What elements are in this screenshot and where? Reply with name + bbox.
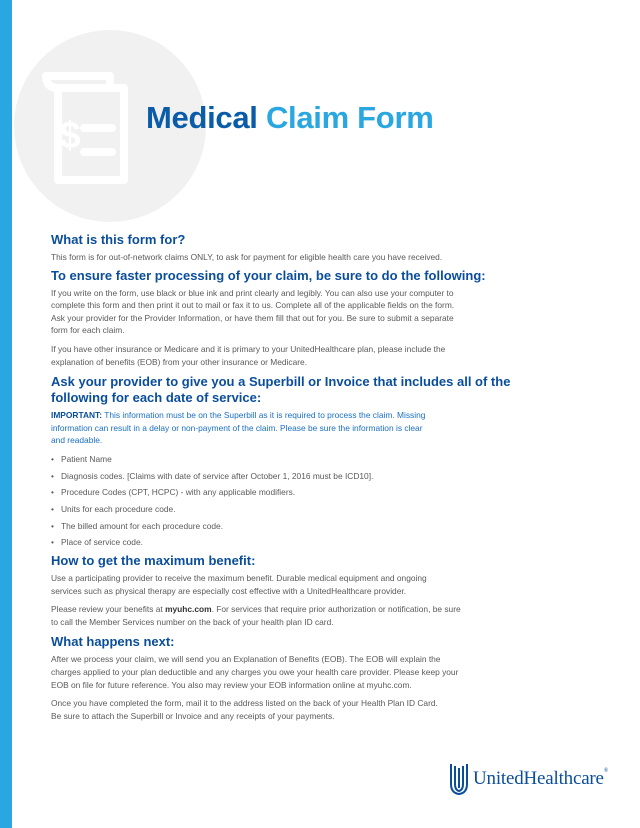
max-paragraph-1: Use a participating provider to receive the maximum benefit. Durable medical equipment and ongoing services such as physical therapy are especially cost effective with a UnitedHealthcare provider. bbox=[51, 573, 427, 596]
next-paragraph-1: After we process your claim, we will send you an Explanation of Benefits (EOB). The EOB will explain the charges applied to your plan deductible and any charges you owe your health care provider. Please keep your EOB on file for future reference. You also may review your EOB information online at myuhc.com. bbox=[51, 654, 459, 690]
max-paragraph-2: Please review your benefits at myuhc.com. For services that require prior authorization or notification, be sure to call the Member Services number on the back of your health plan ID card. bbox=[51, 604, 461, 627]
left-accent-bar bbox=[0, 0, 12, 828]
list-item: • The billed amount for each procedure code. bbox=[51, 520, 224, 531]
list-item: • Patient Name bbox=[51, 453, 112, 464]
ensure-paragraph-2: If you have other insurance or Medicare and it is primary to your UnitedHealthcare plan, please include the explanation of benefits (EOB) from your other insurance or Medicare. bbox=[51, 343, 446, 367]
heading-what-is-form: What is this form for? bbox=[51, 232, 186, 247]
important-note: IMPORTANT: This information must be on the Superbill as it is required to process the claim. Missing information can result in a delay or non-payment of the claim. Please be sure the information is clear and readable. bbox=[51, 410, 426, 446]
unitedhealthcare-logo bbox=[448, 762, 608, 796]
list-item: • Diagnosis codes. [Claims with date of service after October 1, 2016 must be ICD10]. bbox=[51, 470, 374, 481]
heading-ask-provider: Ask your provider to give you a Superbill or Invoice that includes all of the following for each date of service: bbox=[51, 374, 511, 406]
uhc-logo-mark-icon bbox=[448, 762, 470, 796]
page-title bbox=[146, 100, 433, 136]
heading-ensure-faster: To ensure faster processing of your claim, be sure to do the following: bbox=[51, 267, 486, 283]
title-part-medical: Medical bbox=[146, 100, 258, 135]
heading-maximum-benefit: How to get the maximum benefit: bbox=[51, 553, 256, 569]
next-paragraph-2: Once you have completed the form, mail it to the address listed on the back of your Health Plan ID Card. Be sure to attach the Superbill or Invoice and any receipts of your payments. bbox=[51, 698, 438, 721]
myuhc-link[interactable]: myuhc.com bbox=[165, 604, 212, 615]
important-label: IMPORTANT: bbox=[51, 410, 103, 421]
ensure-paragraph-1: If you write on the form, use black or blue ink and print clearly and legibly. You can also use your computer to complete this form and then print it out to mail or fax it to us. Complete all of the applicable fields on the form. Ask your provider for the Provider Information, or have them fill that out for you. Be sure to submit a separate form for each claim. bbox=[51, 287, 455, 336]
heading-what-happens-next: What happens next: bbox=[51, 634, 175, 650]
form-instructions bbox=[51, 232, 591, 722]
list-item: • Procedure Codes (CPT, HCPC) - with any applicable modifiers. bbox=[51, 487, 296, 498]
superbill-requirements-list bbox=[51, 451, 591, 551]
logo-wordmark: UnitedHealthcare® bbox=[473, 768, 609, 789]
title-part-claim-form: Claim Form bbox=[265, 100, 434, 135]
what-text: This form is for out-of-network claims ONLY, to ask for payment for eligible health care you have received. bbox=[51, 252, 443, 262]
list-item: • Units for each procedure code. bbox=[51, 504, 176, 514]
dollar-symbol: $ bbox=[59, 115, 81, 157]
list-item: • Place of service code. bbox=[51, 537, 143, 548]
